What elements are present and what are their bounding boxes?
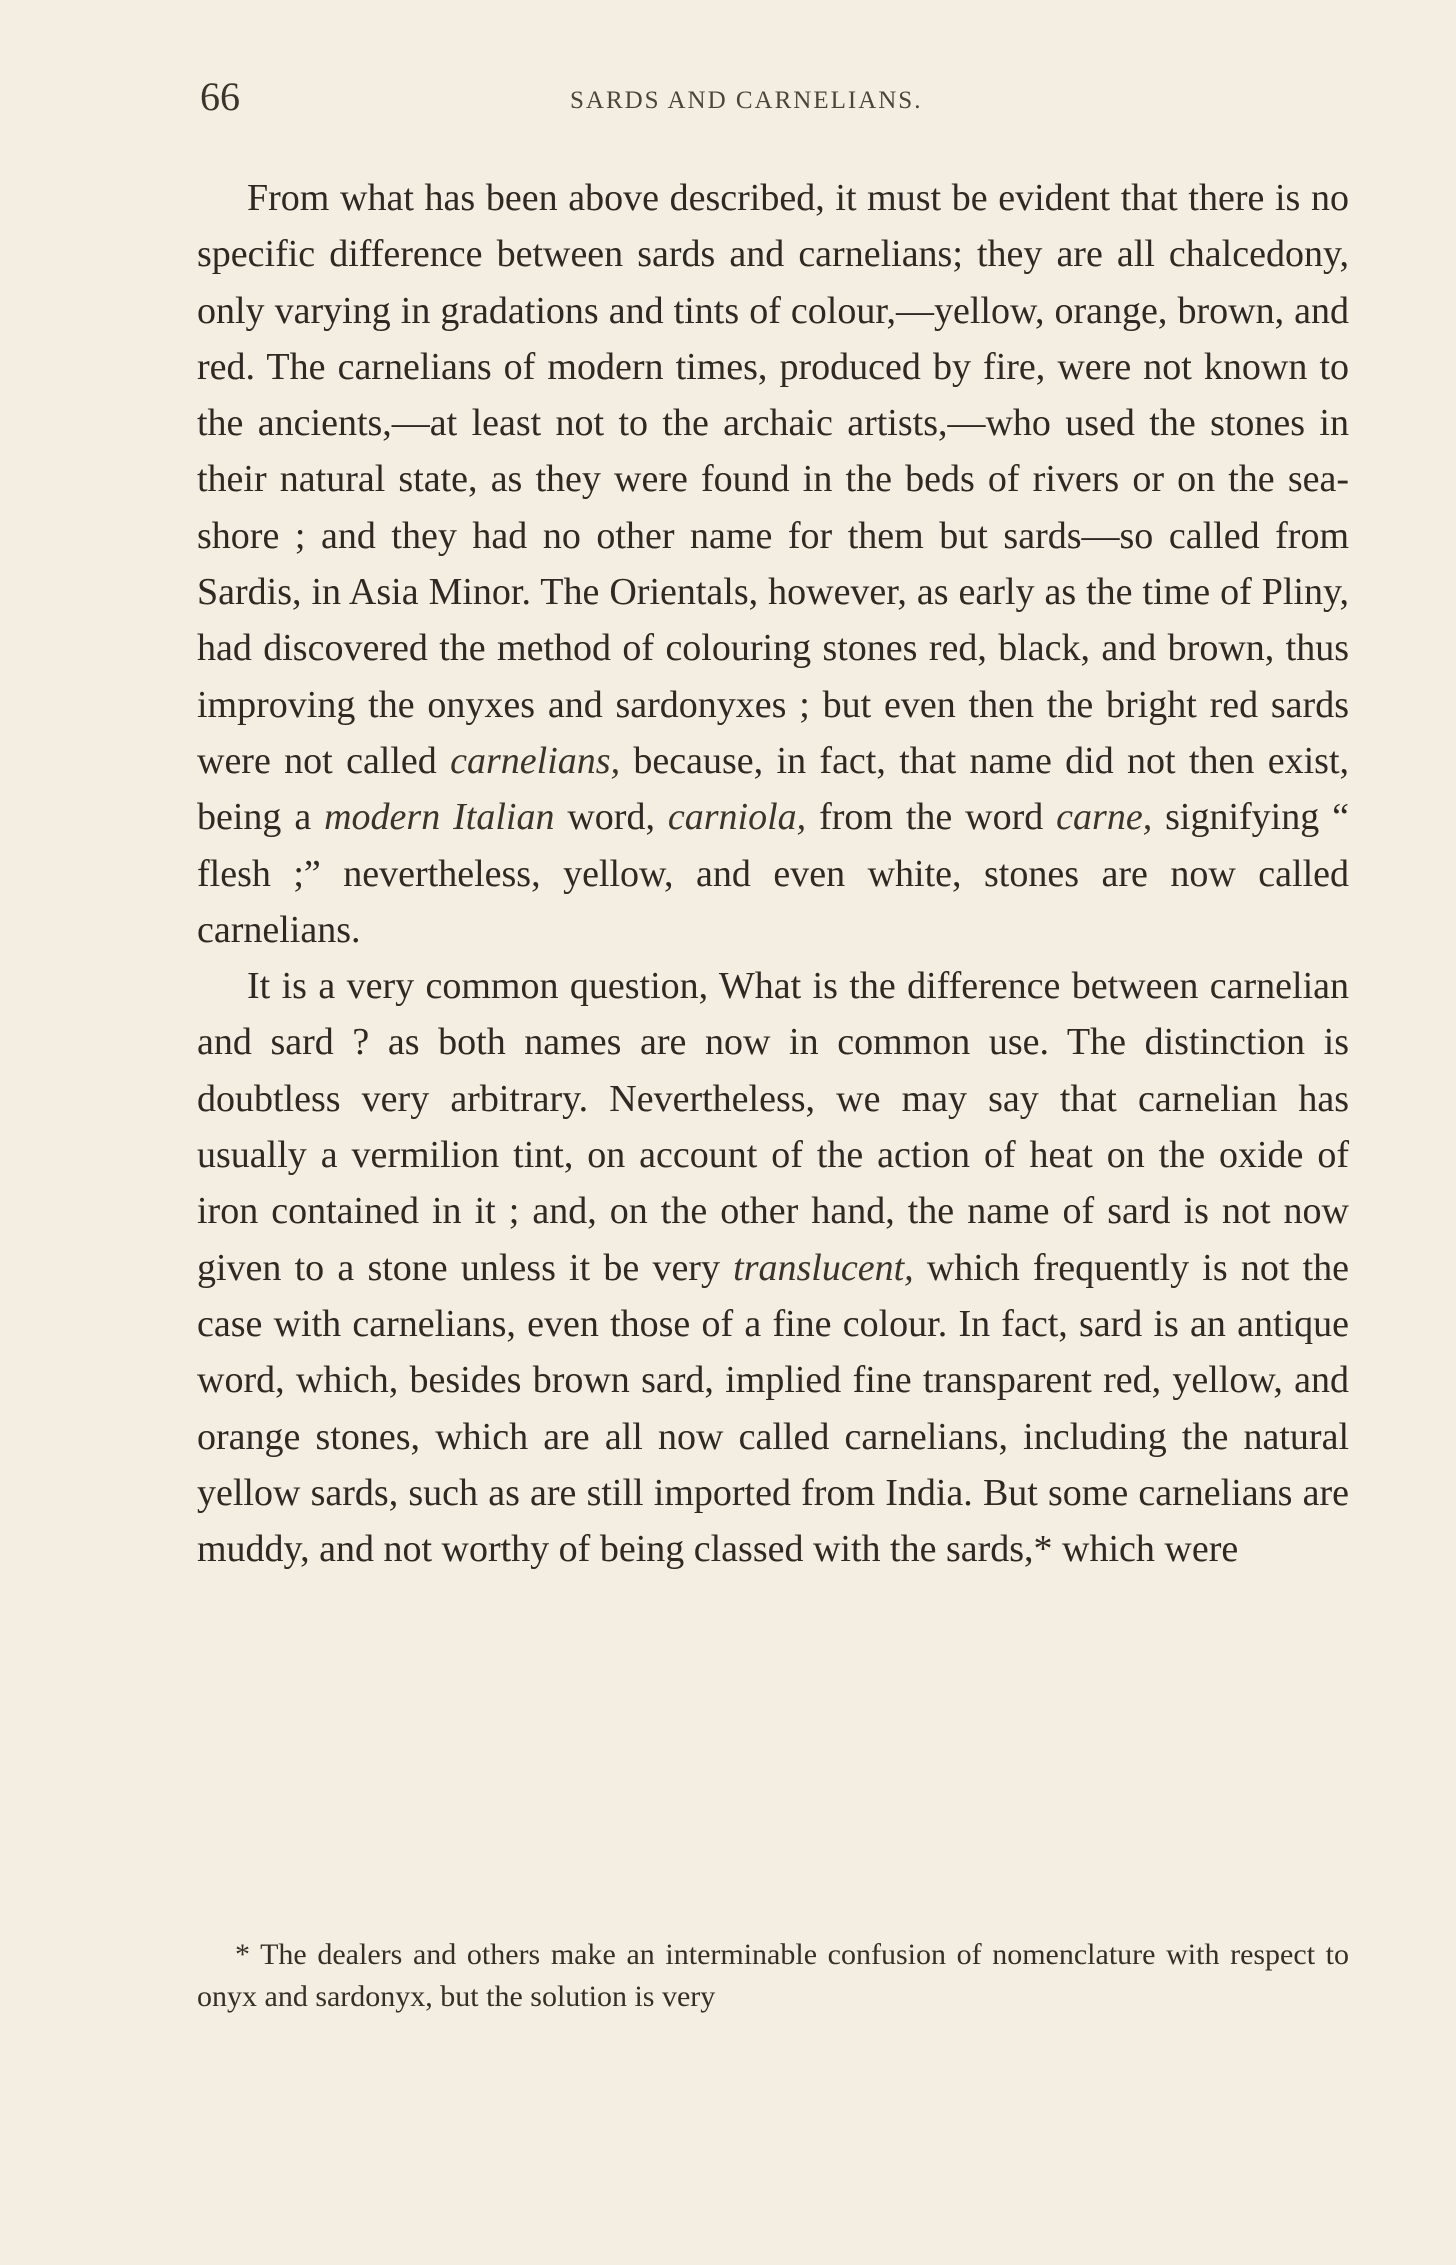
body-text	[197, 170, 1349, 1577]
text-run: because, in fact, that name did not then exist, being a	[197, 739, 1349, 839]
text-run: from the word	[806, 796, 1057, 839]
italic-run: modern Italian	[324, 796, 555, 839]
paragraph	[197, 170, 1349, 958]
paragraph	[197, 958, 1349, 1577]
text-run: word,	[554, 796, 668, 839]
text-run: It is a very common question, What is the difference between carnelian and sard ? as both names are now in common use. The distinction is doubtless very arbitrary. Nevertheless, we may say that carnelian has usually a vermilion tint, on account of the action of heat on the oxide of iron contained in it ; and, on the other hand, the name of sard is not now given to a stone unless it be very	[197, 965, 1349, 1289]
page-number: 66	[200, 74, 240, 119]
running-head: SARDS AND CARNELIANS.	[570, 87, 923, 114]
italic-run: carnelians,	[450, 739, 621, 782]
italic-run: carne,	[1056, 796, 1153, 839]
italic-run: translucent,	[733, 1246, 914, 1289]
italic-run: carniola,	[667, 796, 807, 839]
text-run: From what has been above described, it must be evident that there is no specific difference between sards and carnelians; they are all chalcedony, only varying in gradations and tints of colour,—yellow, orange, brown, and red. The carnelians of modern times, produced by fire, were not known to the ancients,—at least not to the archaic artists,—who used the stones in their natural state, as they were found in the beds of rivers or on the sea-shore ; and they had no other name for them but sards—so called from Sardis, in Asia Minor. The Orientals, however, as early as the time of Pliny, had discovered the method of colouring stones red, black, and brown, thus improving the onyxes and sardonyxes ; but even then the bright red sards were not called	[197, 177, 1349, 782]
footnote-text: * The dealers and others make an interminable confusion of nomenclature with respect to onyx and sardonyx, but the solution is very	[197, 1938, 1349, 2013]
text-run: signifying “ flesh ;” nevertheless, yellow, and even white, stones are now called carnelians.	[197, 796, 1349, 951]
text-run: which frequently is not the case with carnelians, even those of a fine colour. In fact, sard is an antique word, which, besides brown sard, implied fine transparent red, yellow, and orange stones, which are all now called carnelians, including the natural yellow sards, such as are still imported from India. But some carnelians are muddy, and not worthy of being classed with the sards,* which were	[197, 1246, 1350, 1571]
page-header	[200, 72, 1350, 132]
footnote	[197, 1934, 1349, 2018]
